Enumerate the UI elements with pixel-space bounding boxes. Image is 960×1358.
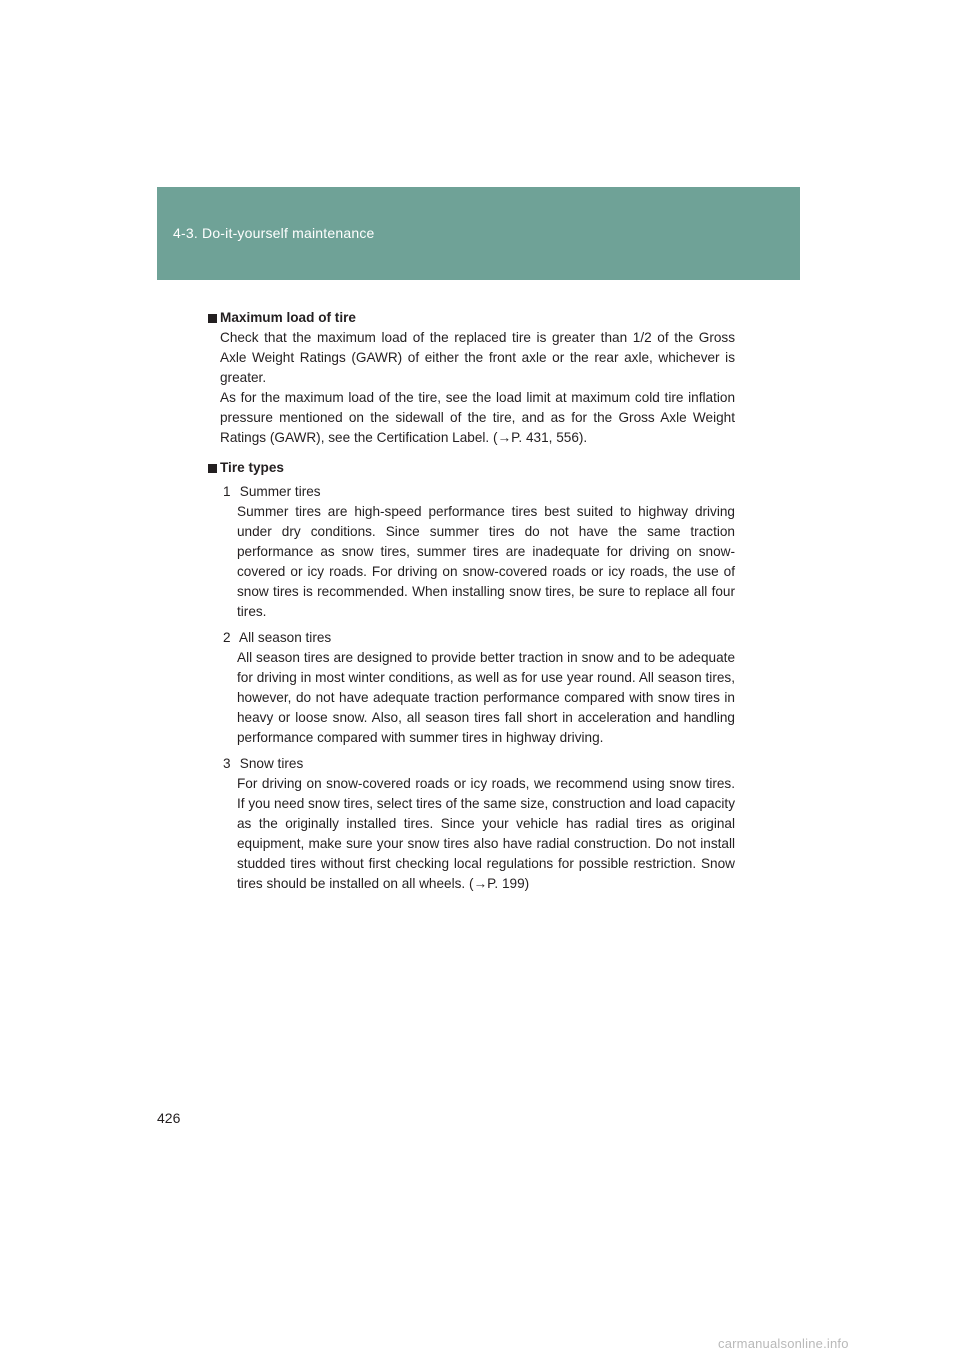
list-item-number: 2 xyxy=(223,630,231,645)
list-item-body: For driving on snow-covered roads or icy roads, we recommend using snow tires. If you need snow tires, select tires of the same size, construction and load capacity as the originally installed tires. Since your vehicle has radial tires as original equipment, make sure your snow tires also have radial construction. Do not install studded tires without first checking local regulations for possible restriction. Snow tires should be installed on all wheels. (→P. 199) xyxy=(237,776,735,891)
list-item-body: All season tires are designed to provide better traction in snow and to be adequate for driving in most winter conditions, as well as for use year round. All season tires, however, do not have adequate traction performance compared with snow tires in heavy or loose snow. Also, all season tires fall short in acceleration and handling performance compared with summer tires in highway driving. xyxy=(237,650,735,745)
list-item xyxy=(220,754,735,894)
square-bullet-icon xyxy=(208,464,217,473)
watermark: carmanualsonline.info xyxy=(718,1336,849,1351)
list-item-title xyxy=(220,482,735,502)
section-header-bar xyxy=(157,187,800,280)
list-item-title-text: All season tires xyxy=(239,630,332,645)
square-bullet-icon xyxy=(208,314,217,323)
list-item-body: Summer tires are high-speed performance tires best suited to highway driving under dry conditions. Since summer tires do not have the same traction performance as snow tires, summer tires are inadequate for driving on snow-covered or icy roads. For driving on snow-covered roads or icy roads, the use of snow tires is recommended. When installing snow tires, be sure to replace all four tires. xyxy=(237,504,735,619)
list-item-number: 3 xyxy=(223,756,231,771)
paragraph: Check that the maximum load of the replaced tire is greater than 1/2 of the Gross Axle Weight Ratings (GAWR) of either the front axle or the rear axle, whichever is greater. xyxy=(220,330,735,385)
section-heading-text: Tire types xyxy=(220,460,284,475)
list-item-number: 1 xyxy=(223,484,231,499)
section-title: 4-3. Do-it-yourself maintenance xyxy=(173,225,375,241)
list-item xyxy=(220,482,735,622)
list-item-title-text: Summer tires xyxy=(239,484,321,499)
section-heading xyxy=(208,458,735,478)
page-number: 426 xyxy=(157,1110,181,1126)
section-heading xyxy=(208,308,735,328)
list-item-title xyxy=(220,754,735,774)
list-item-title xyxy=(220,628,735,648)
section-heading-text: Maximum load of tire xyxy=(220,310,356,325)
section-tire-types xyxy=(208,458,735,894)
page-content xyxy=(208,308,735,894)
section-maximum-load xyxy=(208,308,735,448)
paragraph: As for the maximum load of the tire, see the load limit at maximum cold tire inflation pressure mentioned on the sidewall of the tire, and as for the Gross Axle Weight Ratings (GAWR), see the Certification Label. (→P. 431, 556). xyxy=(220,390,735,445)
list-item-title-text: Snow tires xyxy=(239,756,304,771)
list-item xyxy=(220,628,735,748)
